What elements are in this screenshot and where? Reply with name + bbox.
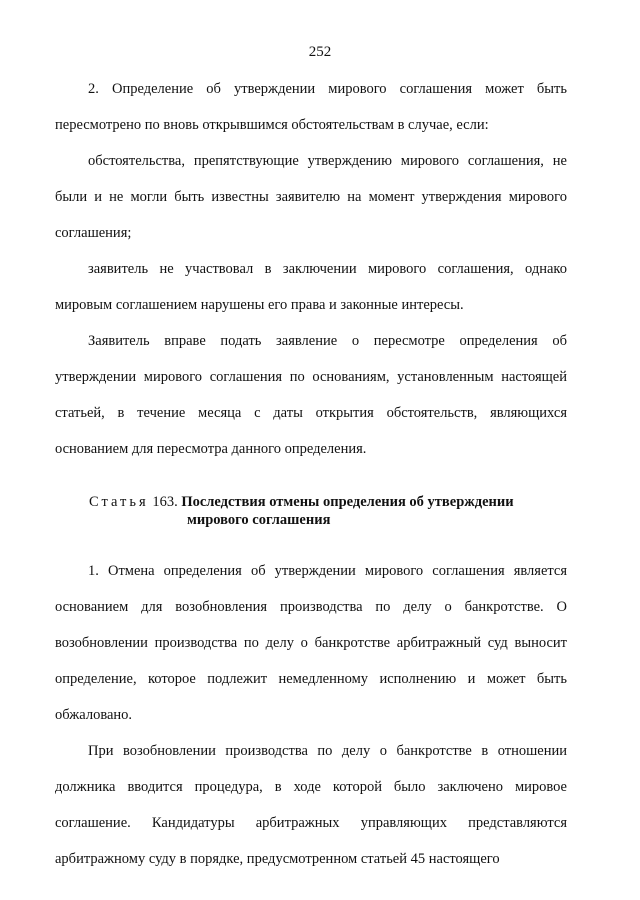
article-title-line2: мирового соглашения bbox=[187, 512, 331, 528]
article-title-line1: Последствия отмены определения об утверждении bbox=[181, 494, 514, 510]
paragraph: обстоятельства, препятствующие утверждению мирового соглашения, не были и не могли быть известны заявителю на момент утверждения мирового соглашения; bbox=[55, 153, 567, 241]
text-block-bottom bbox=[55, 553, 567, 877]
article-prefix: Статья bbox=[89, 494, 149, 510]
paragraph: 1. Отмена определения об утверждении мирового соглашения является основанием для возобновления производства по делу о банкротстве. О возобновлении производства по делу о банкротстве арбитражный суд выносит определение, которое подлежит немедленному исполнению и может быть обжаловано. bbox=[55, 563, 567, 723]
paragraph: 2. Определение об утверждении мирового соглашения может быть пересмотрено по вновь открывшимся обстоятельствам в случае, если: bbox=[55, 81, 567, 133]
paragraph: При возобновлении производства по делу о банкротстве в отношении должника вводится процедура, в ходе которой было заключено мировое соглашение. Кандидатуры арбитражных управляющих представляются арбитражному суду в порядке, предусмотренном статьей 45 настоящего bbox=[55, 743, 567, 867]
paragraph: Заявитель вправе подать заявление о пересмотре определения об утверждении мирового соглашения по основаниям, установленным настоящей статьей, в течение месяца с даты открытия обстоятельств, являющихся основанием для пересмотра данного определения. bbox=[55, 333, 567, 457]
article-heading-line1 bbox=[89, 493, 514, 511]
article-number: 163. bbox=[152, 494, 178, 510]
page-number: 252 bbox=[308, 44, 332, 60]
text-block-top bbox=[55, 71, 567, 467]
paragraph: заявитель не участвовал в заключении мирового соглашения, однако мировым соглашением нарушены его права и законные интересы. bbox=[55, 261, 567, 313]
